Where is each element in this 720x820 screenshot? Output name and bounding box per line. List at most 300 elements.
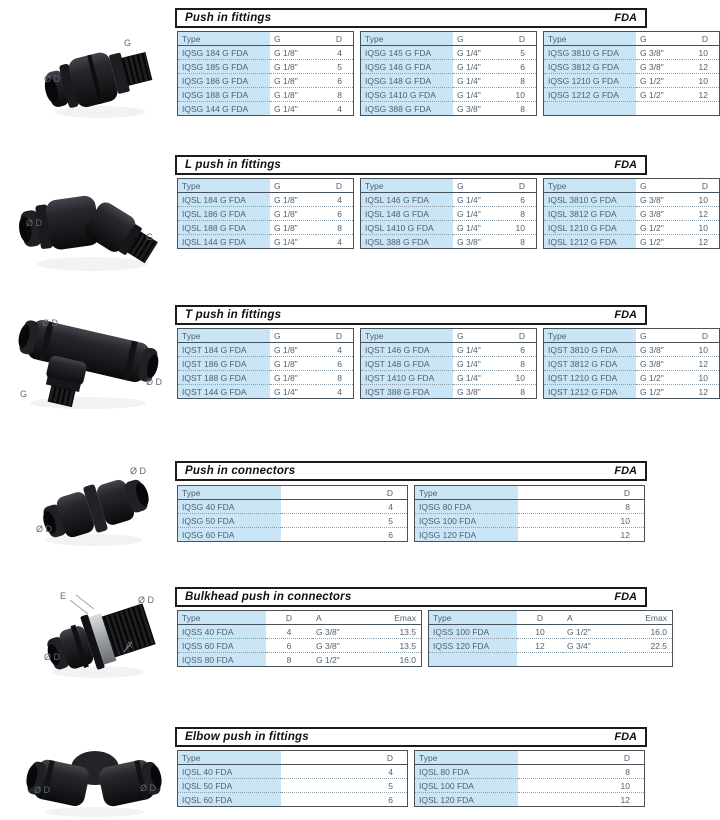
dimension-label-d: Ø D [44, 652, 61, 662]
type-cell: IQSG 188 G FDA [178, 88, 271, 102]
value-cell: G 1/4" [457, 344, 481, 355]
value-cell: G 1/2" [636, 385, 682, 399]
type-cell: IQSL 3810 G FDA [544, 193, 637, 207]
column-header: Type [361, 179, 454, 193]
dimension-label-d: Ø D [130, 466, 147, 476]
section-title: L push in fittings [185, 159, 282, 171]
table-row [415, 514, 645, 528]
type-cell: IQSL 146 G FDA [361, 193, 454, 207]
value-cell: 8 [316, 221, 354, 235]
column-header: G [453, 179, 499, 193]
type-cell: IQSL 186 G FDA [178, 207, 271, 221]
type-cell: IQST 188 G FDA [178, 371, 271, 385]
type-cell: IQST 186 G FDA [178, 357, 271, 371]
fda-badge: FDA [614, 159, 637, 171]
table-row [178, 343, 354, 357]
value-cell: 12 [517, 639, 563, 653]
section-header [175, 8, 647, 28]
fda-badge: FDA [614, 591, 637, 603]
column-header: Type [178, 486, 282, 500]
table-row [415, 765, 645, 779]
spec-table [428, 610, 673, 667]
value-cell: 10 [682, 74, 720, 88]
dimension-label-d: Ø D [42, 318, 59, 328]
table-row [361, 46, 537, 60]
column-header: D [682, 179, 720, 193]
column-header: G [636, 329, 682, 343]
value-cell: 13.5 [399, 626, 416, 637]
type-cell: IQSS 80 FDA [178, 653, 267, 667]
column-header: D [316, 329, 354, 343]
spec-table [360, 328, 537, 399]
product-photo-straight-male-fitting [30, 22, 170, 127]
value-cell: G 1/8" [270, 207, 316, 221]
value-cell [625, 653, 673, 667]
value-cell: 6 [266, 639, 312, 653]
value-cell: G 1/4" [457, 194, 481, 205]
value-cell: G 1/4" [453, 371, 499, 385]
value-cell: G 1/4" [270, 235, 316, 249]
value-cell: 8 [316, 88, 354, 102]
column-header: Type [178, 32, 271, 46]
value-cell: 12 [682, 385, 720, 399]
column-header: Type [178, 329, 271, 343]
type-cell: IQSG 184 G FDA [178, 46, 271, 60]
type-cell: IQSL 1212 G FDA [544, 235, 637, 249]
column-header: G [270, 329, 316, 343]
section-title: Elbow push in fittings [185, 731, 309, 743]
spec-tables [177, 328, 720, 399]
spec-table [360, 178, 537, 249]
value-cell: 8 [499, 235, 537, 249]
dimension-label-g: G [124, 38, 132, 48]
type-cell: IQSL 80 FDA [415, 765, 519, 779]
dimension-label-g: G [146, 232, 154, 242]
column-header: Type [361, 329, 454, 343]
value-cell: G 1/4" [453, 74, 499, 88]
bulkhead-connector-icon [28, 578, 170, 683]
value-cell: 10 [682, 371, 720, 385]
type-cell: IQSG 1410 G FDA [361, 88, 454, 102]
value-cell: 6 [281, 793, 408, 807]
section-header [175, 727, 647, 747]
value-cell: 4 [337, 344, 342, 355]
value-cell: G 1/4" [270, 102, 316, 116]
product-photo-bulkhead-connector [28, 578, 170, 683]
value-cell: G 1/4" [453, 221, 499, 235]
type-cell: IQST 1212 G FDA [544, 385, 637, 399]
table-row [544, 207, 720, 221]
column-header: A [563, 611, 625, 625]
dimension-label-d: Ø D [140, 783, 157, 793]
column-header: Emax [374, 611, 422, 625]
value-cell: 10 [698, 344, 708, 355]
value-cell: 10 [518, 779, 645, 793]
type-cell: IQSS 100 FDA [429, 625, 518, 639]
value-cell: G 1/4" [457, 47, 481, 58]
type-cell: IQSG 80 FDA [415, 500, 519, 514]
value-cell: G 1/2" [636, 74, 682, 88]
dimension-label-a: A [126, 640, 133, 650]
table-row [178, 46, 354, 60]
section-header [175, 155, 647, 175]
value-cell: G 3/8" [312, 639, 374, 653]
value-cell: G 1/2" [636, 371, 682, 385]
value-cell: G 1/8" [270, 357, 316, 371]
type-cell: IQSG 100 FDA [415, 514, 519, 528]
column-header: Type [415, 486, 519, 500]
product-photo-straight-connector [22, 450, 170, 550]
value-cell: 12 [682, 207, 720, 221]
value-cell: G 1/4" [453, 357, 499, 371]
value-cell: G 1/4" [453, 207, 499, 221]
value-cell: G 3/8" [636, 207, 682, 221]
table-row [178, 653, 422, 667]
value-cell: 5 [316, 60, 354, 74]
spec-table [177, 328, 354, 399]
type-cell: IQSG 1210 G FDA [544, 74, 637, 88]
table-row [361, 343, 537, 357]
table-row [361, 88, 537, 102]
type-cell: IQSS 60 FDA [178, 639, 267, 653]
column-header: D [499, 179, 537, 193]
value-cell: 4 [337, 194, 342, 205]
value-cell: 4 [286, 626, 292, 637]
value-cell: 5 [281, 779, 408, 793]
value-cell: G 3/8" [453, 102, 499, 116]
spec-tables [177, 31, 720, 116]
table-row [361, 60, 537, 74]
type-cell: IQSL 120 FDA [415, 793, 519, 807]
type-cell: IQSG 144 G FDA [178, 102, 271, 116]
straight-connector-icon [22, 450, 170, 550]
type-cell: IQSL 1410 G FDA [361, 221, 454, 235]
fda-badge: FDA [614, 309, 637, 321]
value-cell: G 3/8" [453, 235, 499, 249]
dimension-label-e: E [60, 591, 67, 601]
value-cell: G 3/8" [640, 47, 664, 58]
table-row [178, 221, 354, 235]
spec-table [543, 178, 720, 249]
value-cell: 8 [499, 385, 537, 399]
value-cell: G 1/2" [312, 653, 374, 667]
type-cell: IQST 146 G FDA [361, 343, 454, 357]
column-header: Type [361, 32, 454, 46]
column-header: D [682, 329, 720, 343]
value-cell: G 3/4" [563, 639, 625, 653]
value-cell: G 1/4" [453, 88, 499, 102]
type-cell: IQSL 3812 G FDA [544, 207, 637, 221]
value-cell: G 3/8" [636, 60, 682, 74]
table-row [361, 235, 537, 249]
column-header: Type [544, 329, 637, 343]
type-cell: IQSL 1210 G FDA [544, 221, 637, 235]
spec-table [177, 178, 354, 249]
type-cell: IQSG 120 FDA [415, 528, 519, 542]
table-row [178, 371, 354, 385]
type-cell: IQSG 148 G FDA [361, 74, 454, 88]
column-header: Type [544, 32, 637, 46]
value-cell: G 1/8" [274, 194, 298, 205]
table-row [361, 221, 537, 235]
column-header: G [270, 179, 316, 193]
table-row [544, 235, 720, 249]
product-photo-elbow-fitting [22, 728, 170, 820]
value-cell: 12 [682, 88, 720, 102]
column-header: D [518, 486, 645, 500]
type-cell: IQST 144 G FDA [178, 385, 271, 399]
type-cell: IQSG 146 G FDA [361, 60, 454, 74]
dimension-label-d: Ø D [44, 74, 61, 84]
spec-table [414, 485, 645, 542]
value-cell: G 1/4" [270, 385, 316, 399]
value-cell: 6 [499, 60, 537, 74]
type-cell: IQSG 186 G FDA [178, 74, 271, 88]
value-cell: 10 [518, 514, 645, 528]
spec-table [177, 610, 422, 667]
section-title: Push in connectors [185, 465, 296, 477]
table-row [178, 74, 354, 88]
table-row [361, 357, 537, 371]
type-cell: IQSG 3812 G FDA [544, 60, 637, 74]
value-cell: 12 [518, 528, 645, 542]
t-fitting-icon [8, 303, 170, 413]
value-cell: G 1/8" [274, 344, 298, 355]
value-cell: 8 [625, 501, 630, 512]
type-cell: IQSL 40 FDA [178, 765, 282, 779]
table-row [178, 385, 354, 399]
dimension-label-d: Ø D [146, 377, 163, 387]
type-cell [544, 102, 637, 116]
table-row [178, 60, 354, 74]
column-header: G [453, 32, 499, 46]
type-cell: IQST 1410 G FDA [361, 371, 454, 385]
dimension-label-g: G [20, 389, 28, 399]
spec-table [177, 485, 408, 542]
dimension-label-d: Ø D [138, 595, 155, 605]
fda-badge: FDA [614, 12, 637, 24]
value-cell: 8 [316, 371, 354, 385]
value-cell: 4 [388, 766, 393, 777]
value-cell: 6 [316, 207, 354, 221]
column-header: D [316, 179, 354, 193]
table-row [544, 193, 720, 207]
column-header: Type [178, 611, 267, 625]
value-cell: 10 [698, 47, 708, 58]
type-cell: IQST 148 G FDA [361, 357, 454, 371]
value-cell: G 3/8" [640, 344, 664, 355]
table-row [178, 500, 408, 514]
table-row [361, 74, 537, 88]
table-row [361, 385, 537, 399]
value-cell: G 3/8" [640, 194, 664, 205]
value-cell: 4 [337, 47, 342, 58]
type-cell: IQST 3810 G FDA [544, 343, 637, 357]
value-cell: 8 [499, 74, 537, 88]
dimension-label-d: Ø D [26, 218, 43, 228]
spec-tables [177, 610, 673, 667]
value-cell: 8 [266, 653, 312, 667]
column-header: D [682, 32, 720, 46]
column-header: D [518, 751, 645, 765]
table-row [429, 639, 673, 653]
type-cell: IQSG 1212 G FDA [544, 88, 637, 102]
value-cell: 4 [316, 102, 354, 116]
table-row [178, 514, 408, 528]
section-title: Push in fittings [185, 12, 272, 24]
product-photo-l-fitting [12, 168, 170, 278]
section-title: Bulkhead push in connectors [185, 591, 352, 603]
table-row [361, 102, 537, 116]
value-cell: G 1/8" [270, 74, 316, 88]
table-row [178, 779, 408, 793]
table-row [415, 500, 645, 514]
value-cell: G 1/4" [453, 60, 499, 74]
type-cell: IQST 184 G FDA [178, 343, 271, 357]
table-row [178, 88, 354, 102]
column-header: D [266, 611, 312, 625]
type-cell: IQST 1210 G FDA [544, 371, 637, 385]
column-header: D [499, 329, 537, 343]
table-row [544, 60, 720, 74]
value-cell: 6 [316, 74, 354, 88]
value-cell: G 1/8" [270, 60, 316, 74]
table-row [361, 193, 537, 207]
type-cell: IQSG 60 FDA [178, 528, 282, 542]
value-cell [563, 653, 625, 667]
value-cell: 5 [520, 47, 525, 58]
value-cell: 22.5 [625, 639, 673, 653]
column-header: D [499, 32, 537, 46]
fda-badge: FDA [614, 731, 637, 743]
column-header: D [281, 486, 408, 500]
value-cell: 6 [281, 528, 408, 542]
value-cell: G 3/8" [453, 385, 499, 399]
value-cell: 16.0 [374, 653, 422, 667]
value-cell: 10 [499, 221, 537, 235]
table-row [415, 779, 645, 793]
column-header: G [270, 32, 316, 46]
value-cell: 10 [698, 194, 708, 205]
spec-tables [177, 178, 720, 249]
column-header: A [312, 611, 374, 625]
product-photo-t-fitting [8, 303, 170, 413]
table-row [544, 221, 720, 235]
column-header: D [517, 611, 563, 625]
table-row [429, 653, 673, 667]
value-cell: 13.5 [374, 639, 422, 653]
type-cell: IQSL 50 FDA [178, 779, 282, 793]
section-title: T push in fittings [185, 309, 282, 321]
spec-table [177, 750, 408, 807]
value-cell: 8 [499, 357, 537, 371]
type-cell: IQST 3812 G FDA [544, 357, 637, 371]
table-row [178, 235, 354, 249]
type-cell [429, 653, 518, 667]
spec-table [177, 31, 354, 116]
table-row [178, 102, 354, 116]
value-cell: 6 [520, 344, 525, 355]
column-header: Type [544, 179, 637, 193]
type-cell: IQSS 40 FDA [178, 625, 267, 639]
table-row [544, 371, 720, 385]
fda-badge: FDA [614, 465, 637, 477]
value-cell: G 1/2" [636, 88, 682, 102]
value-cell: G 1/8" [274, 47, 298, 58]
table-row [178, 357, 354, 371]
table-row [544, 343, 720, 357]
value-cell: 6 [316, 357, 354, 371]
column-header: Type [178, 179, 271, 193]
type-cell: IQSS 120 FDA [429, 639, 518, 653]
value-cell: G 1/2" [636, 235, 682, 249]
table-row [544, 46, 720, 60]
table-row [415, 528, 645, 542]
table-row [178, 193, 354, 207]
table-row [415, 793, 645, 807]
table-row [178, 207, 354, 221]
value-cell: 8 [499, 207, 537, 221]
table-row [361, 207, 537, 221]
value-cell: G 1/8" [270, 371, 316, 385]
table-row [544, 88, 720, 102]
value-cell: 6 [520, 194, 525, 205]
column-header: G [453, 329, 499, 343]
table-row [544, 357, 720, 371]
table-row [544, 74, 720, 88]
column-header: Type [178, 751, 282, 765]
table-row [429, 625, 673, 639]
column-header: Emax [625, 611, 673, 625]
column-header: Type [429, 611, 518, 625]
value-cell [636, 102, 682, 116]
type-cell: IQSG 388 G FDA [361, 102, 454, 116]
value-cell: 4 [388, 501, 393, 512]
type-cell: IQSL 184 G FDA [178, 193, 271, 207]
value-cell [517, 653, 563, 667]
value-cell: 12 [682, 357, 720, 371]
table-row [178, 528, 408, 542]
column-header: G [636, 179, 682, 193]
table-row [544, 102, 720, 116]
value-cell: 12 [518, 793, 645, 807]
value-cell: 8 [499, 102, 537, 116]
value-cell: 16.0 [650, 626, 667, 637]
value-cell: G 1/8" [270, 88, 316, 102]
type-cell: IQSL 100 FDA [415, 779, 519, 793]
type-cell: IQSG 3810 G FDA [544, 46, 637, 60]
type-cell: IQSL 144 G FDA [178, 235, 271, 249]
column-header: D [316, 32, 354, 46]
value-cell: 10 [535, 626, 545, 637]
value-cell: 10 [682, 221, 720, 235]
value-cell: 4 [316, 385, 354, 399]
value-cell: G 3/8" [636, 357, 682, 371]
spec-table [543, 31, 720, 116]
value-cell: 12 [682, 60, 720, 74]
type-cell: IQSG 185 G FDA [178, 60, 271, 74]
type-cell: IQST 388 G FDA [361, 385, 454, 399]
spec-table [360, 31, 537, 116]
type-cell: IQSL 388 G FDA [361, 235, 454, 249]
value-cell: 5 [281, 514, 408, 528]
value-cell [682, 102, 720, 116]
type-cell: IQSL 148 G FDA [361, 207, 454, 221]
value-cell: G 1/2" [567, 626, 591, 637]
spec-table [414, 750, 645, 807]
type-cell: IQSG 50 FDA [178, 514, 282, 528]
type-cell: IQSG 40 FDA [178, 500, 282, 514]
